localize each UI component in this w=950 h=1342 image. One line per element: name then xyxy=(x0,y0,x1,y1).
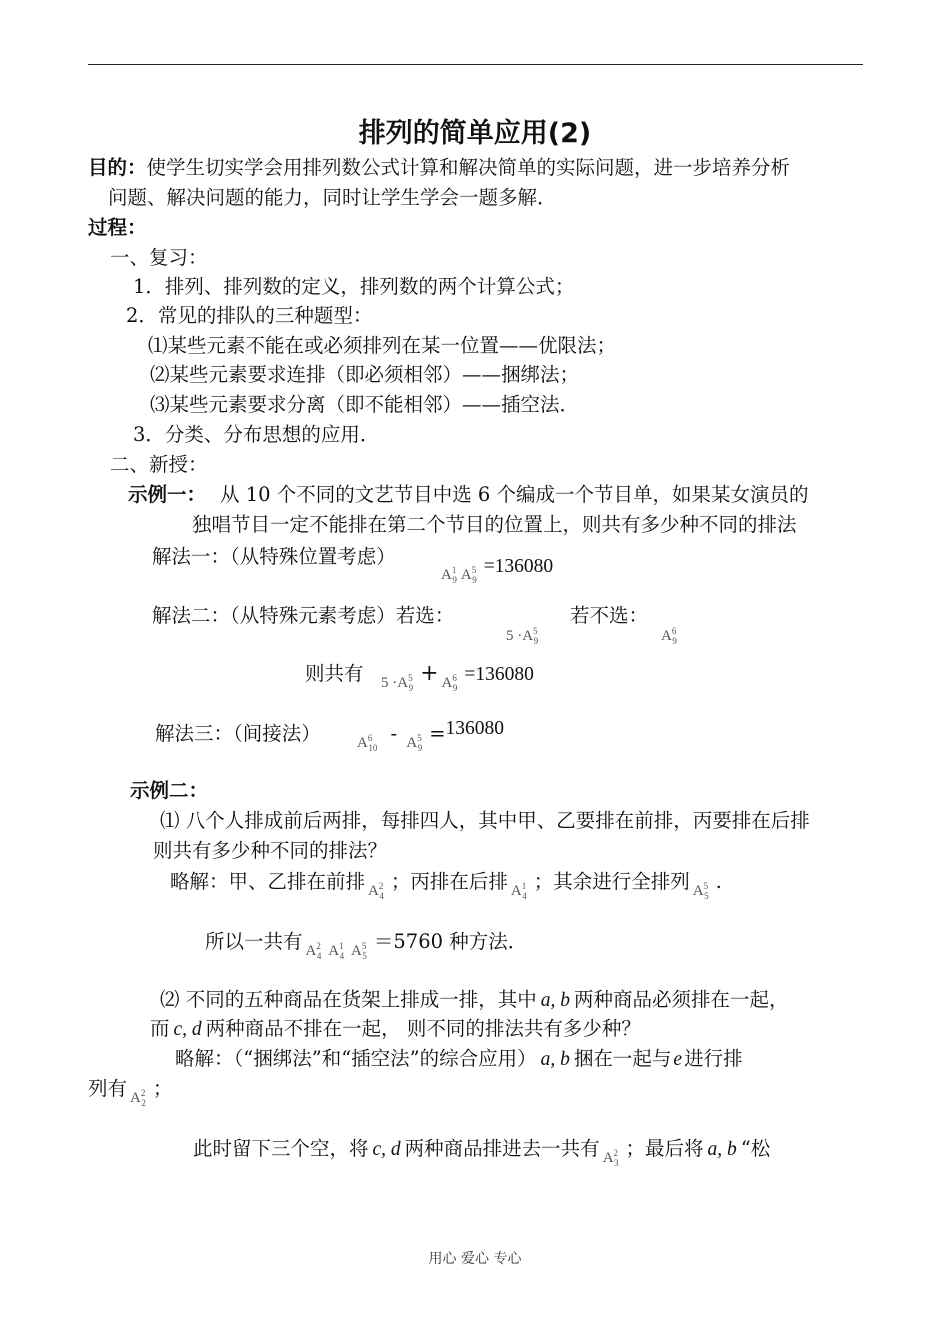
example2-part1-line1: ⑴ 八个人排成前后两排，每排四人，其中甲、乙要排在前排，丙要排在后排 xyxy=(160,809,810,832)
example2-label: 示例二： xyxy=(130,779,209,802)
solution1-formula: $A^1_9$ $A^5_9=136080$ xyxy=(438,553,553,588)
solution3-formula: $A^6_{10} - A^5_9=136080$ xyxy=(357,718,505,753)
solution2-formula-selected: $5 \cdot A^5_9$ xyxy=(506,626,539,646)
example2-part2-solution-cont: 列有 $A^2_2$； xyxy=(88,1077,173,1108)
example2-part2-line1: ⑵ 不同的五种商品在货架上排成一排，其中 a, b 两种商品必须排在一起， xyxy=(160,988,789,1011)
formula-a91-a95: $A^1_9$ $A^5_9$ xyxy=(441,565,477,585)
solution3-label: 解法三：（间接法） xyxy=(155,722,321,745)
review-item-2: 2．常见的排队的三种题型： xyxy=(126,304,373,327)
example2-part1-line2: 则共有多少种不同的排法？ xyxy=(153,839,388,862)
example1-line1: 示例一： 从 10 个不同的文艺节目中选 6 个编成一个节目单，如果某女演员的 xyxy=(128,483,809,506)
solution2-label: 解法二：（从特殊元素考虑）若选： xyxy=(152,604,455,627)
purpose-label: 目的： xyxy=(88,156,147,179)
purpose-line1: 目的：使学生切实学会用排列数公式计算和解决简单的实际问题，进一步培养分析 xyxy=(88,156,791,179)
process-label: 过程： xyxy=(88,216,147,239)
example1-line2: 独唱节目一定不能排在第二个节目的位置上，则共有多少种不同的排法 xyxy=(192,513,797,536)
purpose-line2: 问题、解决问题的能力，同时让学生学会一题多解． xyxy=(108,186,557,209)
solution2-total-label: 则共有 xyxy=(305,662,364,685)
review-item-1: 1．排列、排列数的定义，排列数的两个计算公式； xyxy=(133,275,575,298)
solution2-not-selected-label: 若不选： xyxy=(570,604,649,627)
page-title: 排列的简单应用(2) xyxy=(358,118,592,149)
example1-label: 示例一： xyxy=(128,483,207,506)
header-rule xyxy=(88,64,863,65)
new-lesson-heading: 二、新授： xyxy=(110,453,208,476)
review-sub-1: ⑴某些元素不能在或必须排列在某一位置——优限法； xyxy=(148,334,617,357)
review-item-3: 3．分类、分布思想的应用． xyxy=(133,423,380,446)
example2-part1-total: 所以一共有 $A^2_4$ $A^1_4$ $A^5_5=5760$ 种方法． xyxy=(205,930,528,961)
solution2-total-formula: $5 \cdot A^5_9+ A^6_9=136080$ xyxy=(381,661,534,693)
review-sub-2: ⑵某些元素要求连排（即必须相邻）——捆绑法； xyxy=(150,363,580,386)
review-heading: 一、复习： xyxy=(110,246,208,269)
example2-part2-last-line: 此时留下三个空，将 c, d 两种商品排进去一共有 $A^2_3$；最后将 a, b “松 xyxy=(193,1137,771,1168)
example2-part1-solution: 略解：甲、乙排在前排 $A^2_4$；丙排在后排 $A^1_4$；其余进行全排列 $A^5_5$. xyxy=(170,870,722,901)
example2-part2-solution: 略解：（“捆绑法”和“插空法”的综合应用） a, b 捆在一起与 e 进行排 xyxy=(175,1047,743,1070)
solution2-formula-not-selected: $A^6_9$ xyxy=(661,626,677,646)
solution1-label: 解法一：（从特殊位置考虑） xyxy=(152,545,396,568)
review-sub-3: ⑶某些元素要求分离（即不能相邻）——插空法． xyxy=(150,393,580,416)
page-footer: 用心 爱心 专心 xyxy=(428,1251,522,1267)
example2-part2-line2: 而 c, d 两种商品不排在一起， 则不同的排法共有多少种？ xyxy=(150,1017,641,1040)
